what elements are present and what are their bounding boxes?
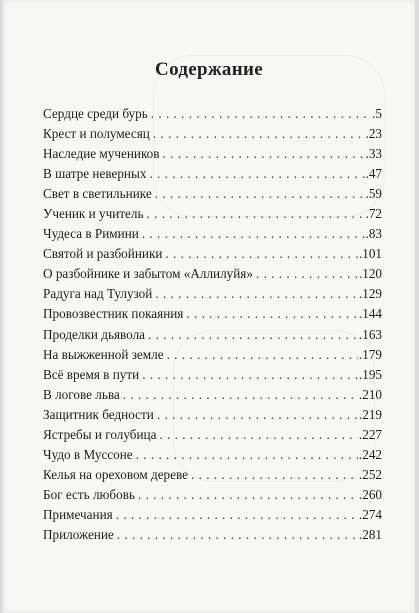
toc-entry-page-number: .129 (358, 286, 382, 302)
toc-entry-page-number: .101 (358, 246, 382, 262)
toc-entry-page-number: .120 (358, 266, 382, 282)
toc-entry (43, 106, 382, 126)
toc-entry-page-number: .179 (358, 346, 382, 362)
toc-entry (43, 186, 382, 206)
toc-entry (43, 226, 382, 246)
toc-entry (43, 347, 382, 367)
toc-entry-title: Защитник бедности (43, 406, 154, 422)
toc-entry (43, 527, 382, 547)
toc-entry-title: Чудо в Муссоне (43, 446, 133, 462)
page-title: Содержание (155, 59, 263, 80)
dot-leader (159, 427, 358, 443)
toc-entry (43, 507, 382, 527)
toc-entry (43, 427, 382, 447)
dot-leader (147, 206, 365, 222)
toc-entry (43, 166, 382, 186)
toc-entry-title: Святой и разбойники (43, 246, 163, 262)
dot-leader (163, 146, 365, 162)
toc-entry (43, 487, 382, 507)
toc-entry-title: Всё время в пути (43, 366, 140, 382)
toc-entry-page-number: .281 (358, 526, 382, 542)
toc-entry-page-number: .59 (365, 186, 382, 202)
dot-leader (155, 186, 365, 202)
toc-entry-title: Крест и полумесяц (43, 126, 150, 142)
toc-entry-title: Келья на ореховом дереве (43, 466, 188, 482)
dot-leader (186, 306, 358, 322)
toc-entry-page-number: .252 (358, 466, 382, 482)
dot-leader (138, 487, 358, 503)
toc-entry (43, 126, 382, 146)
toc-entry-page-number: .163 (358, 326, 382, 342)
toc-entry-title: Приложение (43, 526, 114, 542)
dot-leader (153, 126, 365, 142)
toc-entry (43, 367, 382, 387)
dot-leader (151, 106, 371, 122)
dot-leader (256, 266, 358, 282)
toc-entry-page-number: .23 (365, 126, 382, 142)
toc-entry (43, 206, 382, 226)
dot-leader (149, 166, 364, 182)
toc-entry-title: Проделки дьявола (43, 326, 146, 342)
toc-entry-title: Ястребы и голубица (43, 426, 157, 442)
toc-entry (43, 467, 382, 487)
toc-entry (43, 246, 382, 266)
toc-entry-page-number: .242 (358, 446, 382, 462)
toc-entry-page-number: .5 (372, 106, 382, 121)
dot-leader (123, 387, 358, 403)
toc-entry-page-number: .260 (358, 486, 382, 502)
dot-leader (167, 347, 358, 363)
toc-entry (43, 387, 382, 407)
dot-leader (142, 226, 365, 242)
dot-leader (116, 507, 358, 523)
toc-entry-page-number: .219 (358, 406, 382, 422)
dot-leader (155, 286, 358, 302)
toc-entry (43, 407, 382, 427)
toc-entry-page-number: .33 (365, 146, 382, 162)
toc-entry-title: В шатре неверных (43, 166, 147, 182)
table-of-contents (43, 106, 382, 547)
toc-entry-page-number: .195 (358, 366, 382, 382)
dot-leader (142, 367, 358, 383)
dot-leader (148, 327, 358, 343)
toc-entry-title: Чудеса в Римини (43, 226, 139, 242)
toc-entry-title: Ученик и учитель (43, 206, 144, 222)
toc-entry-page-number: .227 (358, 426, 382, 442)
toc-entry-title: Радуга над Тулузой (43, 286, 153, 302)
toc-entry-title: Примечания (43, 506, 113, 522)
toc-entry (43, 266, 382, 286)
dot-leader (165, 246, 358, 262)
toc-entry-page-number: .47 (365, 166, 382, 182)
toc-entry (43, 447, 382, 467)
toc-entry-page-number: .274 (358, 506, 382, 522)
toc-entry-title: Свет в светильнике (43, 186, 152, 202)
toc-entry-title: Бог есть любовь (43, 486, 135, 502)
toc-entry-page-number: .83 (365, 226, 382, 242)
toc-entry-page-number: .210 (358, 386, 382, 402)
toc-entry-page-number: .72 (365, 206, 382, 222)
dot-leader (191, 467, 358, 483)
toc-entry-title: Сердце среди бурь (43, 106, 148, 121)
toc-entry-title: Наследие мучеников (43, 146, 160, 162)
toc-entry-page-number: .144 (358, 306, 382, 322)
toc-entry-title: В логове льва (43, 386, 120, 402)
toc-entry-title: Провозвестник покаяния (43, 306, 184, 322)
dot-leader (117, 527, 358, 543)
toc-entry-title: О разбойнике и забытом «Аллилуйя» (43, 266, 253, 282)
book-page (3, 0, 415, 613)
toc-entry (43, 327, 382, 347)
toc-entry-title: На выжженной земле (43, 346, 164, 362)
toc-entry (43, 146, 382, 166)
dot-leader (136, 447, 358, 463)
toc-entry (43, 286, 382, 306)
toc-entry (43, 306, 382, 326)
dot-leader (157, 407, 358, 423)
